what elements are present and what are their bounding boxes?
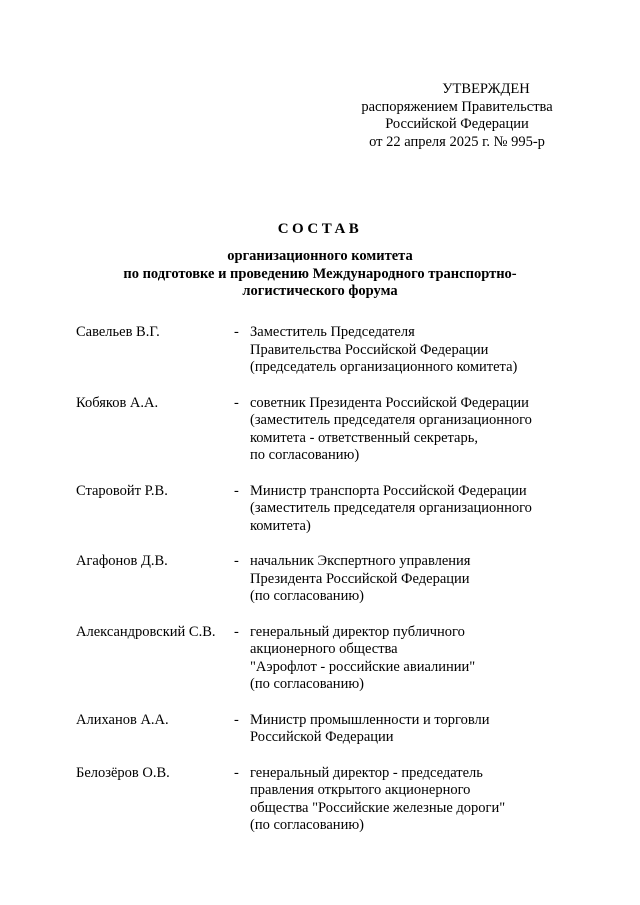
approval-line: от 22 апреля 2025 г. № 995-р [369, 133, 545, 150]
member-name: Савельев В.Г. [76, 324, 160, 340]
document-subtitle [0, 248, 640, 301]
member-dash: - [234, 764, 239, 781]
role-line: Российской Федерации [250, 729, 394, 745]
member-role [250, 765, 596, 835]
member-name: Алиханов А.А. [76, 711, 169, 728]
member-row [76, 712, 596, 747]
approval-line: распоряжением Правительства [361, 98, 553, 115]
role-line: (по согласованию) [250, 817, 364, 833]
role-line: (председатель организационного комитета) [250, 359, 518, 375]
member-role [250, 624, 596, 694]
member-dash: - [234, 324, 239, 340]
member-name: Агафонов Д.В. [76, 553, 168, 569]
role-line: советник Президента Российской Федерации [250, 394, 529, 411]
role-line: Президента Российской Федерации [250, 570, 470, 587]
member-dash: - [234, 553, 239, 569]
member-role [250, 395, 596, 465]
role-line: (заместитель председателя организационного [250, 412, 532, 428]
member-name: Белозёров О.В. [76, 764, 170, 781]
role-line: Правительства Российской Федерации [250, 341, 489, 358]
role-line: Министр промышленности и торговли [250, 711, 490, 728]
member-dash: - [234, 623, 239, 640]
approval-line: УТВЕРЖДЕН [442, 81, 530, 97]
role-line: комитета) [250, 517, 311, 534]
member-row [76, 395, 596, 465]
role-line: правления открытого акционерного [250, 782, 471, 798]
member-name: Александровский С.В. [76, 623, 216, 640]
subtitle-line: логистического форума [242, 283, 398, 299]
member-row [76, 324, 596, 377]
member-role [250, 324, 596, 377]
member-dash: - [234, 482, 239, 499]
member-row [76, 483, 596, 536]
role-line: (по согласованию) [250, 676, 364, 692]
role-line: (заместитель председателя организационного [250, 500, 532, 516]
approval-block [330, 81, 584, 151]
member-name: Кобяков А.А. [76, 394, 159, 411]
role-line: общества "Российские железные дороги" [250, 799, 506, 816]
member-role [250, 553, 596, 606]
document-title: СОСТАВ [277, 221, 363, 237]
role-line: по согласованию) [250, 447, 360, 463]
member-role [250, 483, 596, 536]
role-line: Министр транспорта Российской Федерации [250, 482, 527, 499]
role-line: генеральный директор публичного [250, 623, 465, 640]
member-row [76, 624, 596, 694]
member-name: Старовойт Р.В. [76, 482, 168, 499]
role-line: начальник Экспертного управления [250, 553, 471, 569]
approval-line: Российской Федерации [385, 116, 529, 132]
member-dash: - [234, 711, 239, 728]
member-dash: - [234, 394, 239, 411]
role-line: Заместитель Председателя [250, 324, 415, 340]
member-row [76, 765, 596, 835]
role-line: (по согласованию) [250, 588, 364, 604]
subtitle-line: по подготовке и проведению Международного транспортно- [123, 265, 517, 282]
role-line: комитета - ответственный секретарь, [250, 429, 478, 446]
role-line: акционерного общества [250, 641, 398, 657]
subtitle-line: организационного комитета [227, 248, 413, 264]
members-list [76, 324, 596, 853]
role-line: генеральный директор - председатель [250, 764, 483, 781]
member-row [76, 553, 596, 606]
role-line: "Аэрофлот - российские авиалинии" [250, 658, 476, 675]
member-role [250, 712, 596, 747]
